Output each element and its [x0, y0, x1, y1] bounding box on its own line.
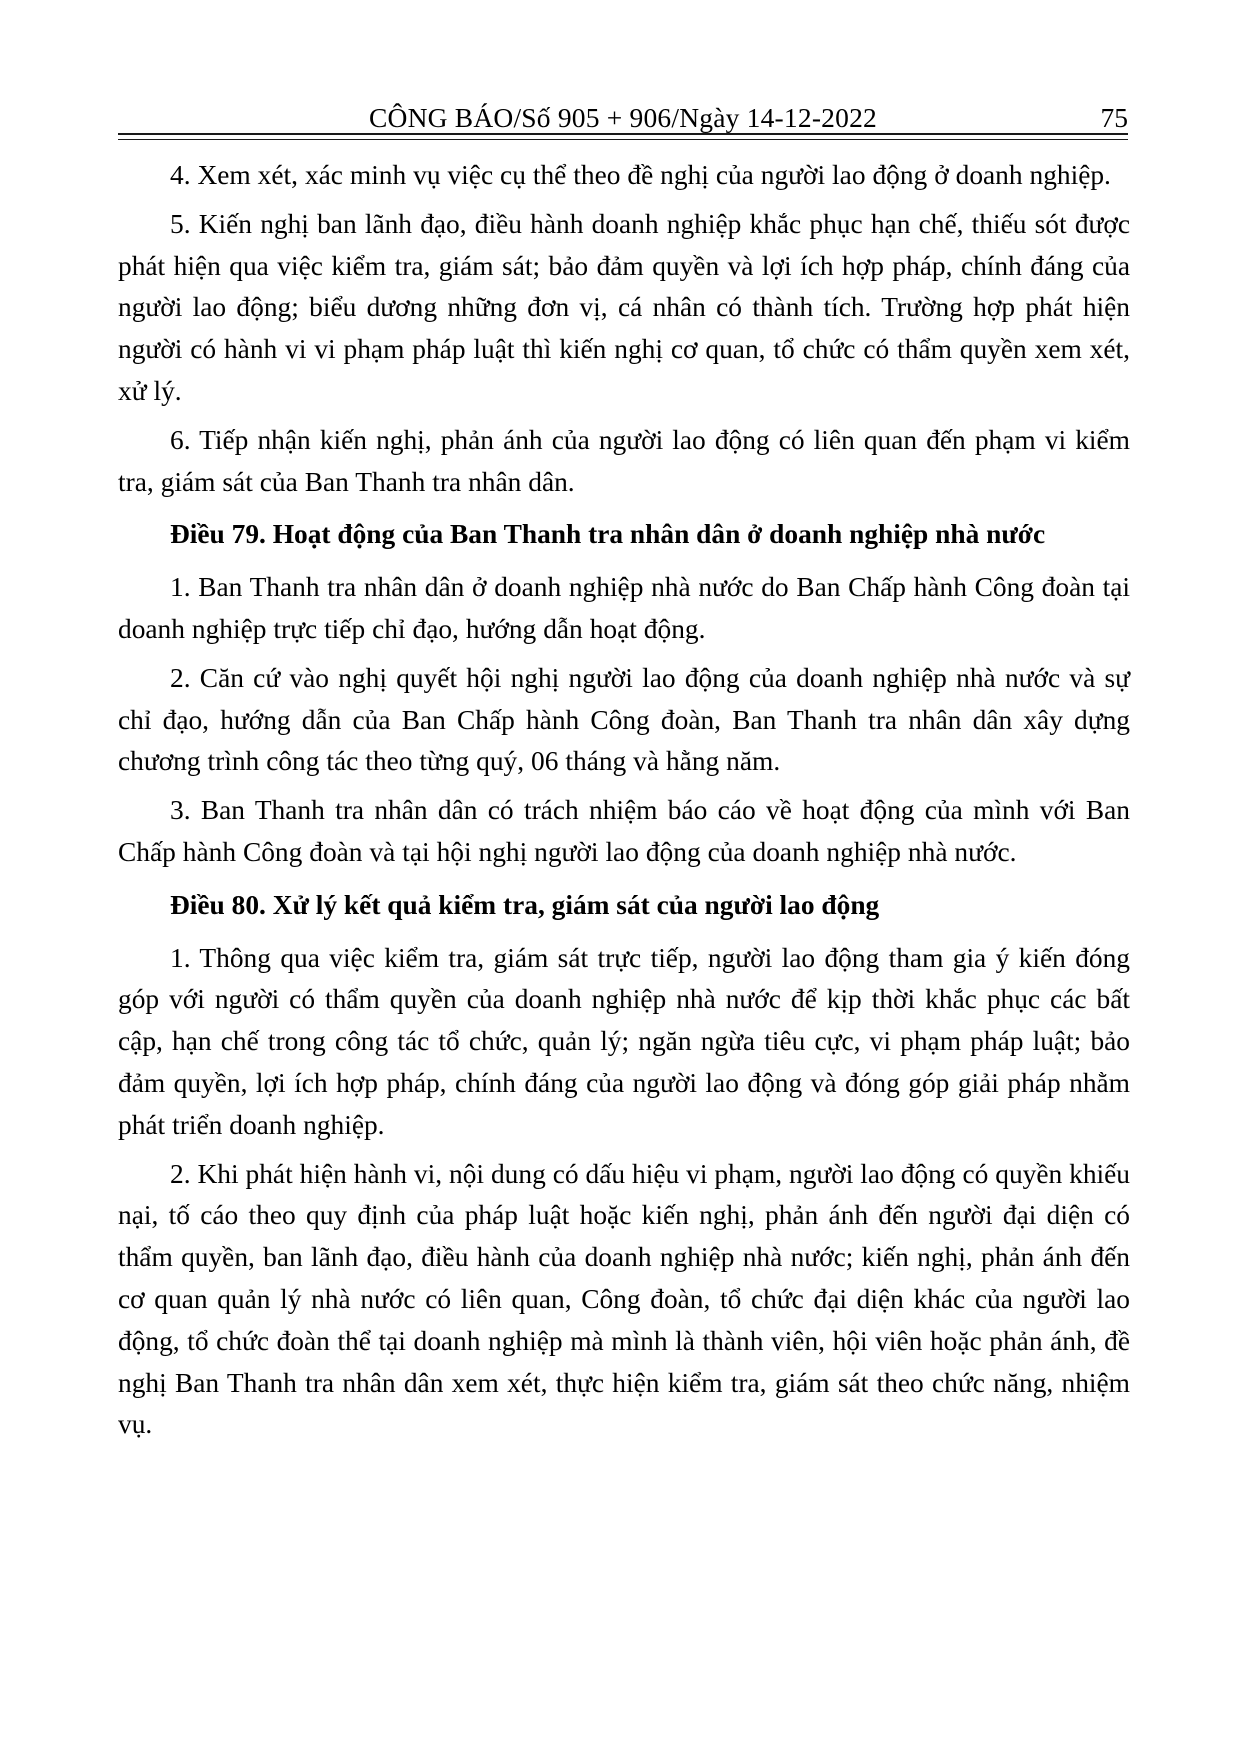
header-title: CÔNG BÁO/Số 905 + 906/Ngày 14-12-2022 [369, 102, 877, 133]
dieu80-para-2: 2. Khi phát hiện hành vi, nội dung có dấu hiệu vi phạm, người lao động có quyền khiếu nại, tố cáo theo quy định của pháp luật hoặc kiến nghị, phản ánh đến người đại diện có thẩm quyền, ban lãnh đạo, điều hành của doanh nghiệp nhà nước; kiến nghị, phản ánh đến cơ quan quản lý nhà nước có liên quan, Công đoàn, tổ chức đại diện khác của người lao động, tổ chức đoàn thể tại doanh nghiệp mà mình là thành viên, hội viên hoặc phản ánh, đề nghị Ban Thanh tra nhân dân xem xét, thực hiện kiểm tra, giám sát theo chức năng, nhiệm vụ. [118, 1158, 1130, 1440]
paragraph-spacer [118, 874, 1130, 885]
paragraph-spacer [118, 197, 1130, 204]
paragraph-spacer [118, 503, 1130, 514]
para-4: 4. Xem xét, xác minh vụ việc cụ thể theo đề nghị của người lao động ở doanh nghiệp. [170, 160, 1111, 190]
paragraph-spacer [118, 927, 1130, 938]
paragraph-spacer [118, 1147, 1130, 1154]
paragraph-spacer [118, 1446, 1130, 1453]
document-body [118, 155, 1130, 1453]
paragraph-spacer [118, 556, 1130, 567]
paragraph-spacer [118, 413, 1130, 420]
para-6: 6. Tiếp nhận kiến nghị, phản ánh của người lao động có liên quan đến phạm vi kiểm tra, giám sát của Ban Thanh tra nhân dân. [118, 424, 1130, 497]
dieu79-para-1: 1. Ban Thanh tra nhân dân ở doanh nghiệp nhà nước do Ban Chấp hành Công đoàn tại doanh nghiệp trực tiếp chỉ đạo, hướng dẫn hoạt động. [118, 572, 1130, 644]
paragraph-spacer [118, 651, 1130, 658]
para-5: 5. Kiến nghị ban lãnh đạo, điều hành doanh nghiệp khắc phục hạn chế, thiếu sót được phát hiện qua việc kiểm tra, giám sát; bảo đảm quyền và lợi ích hợp pháp, chính đáng của người lao động; biểu dương những đơn vị, cá nhân có thành tích. Trường hợp phát hiện người có hành vi vi phạm pháp luật thì kiến nghị cơ quan, tổ chức có thẩm quyền xem xét, xử lý. [118, 208, 1130, 406]
header-divider-thin [118, 139, 1128, 140]
header-divider-thick [118, 133, 1128, 135]
heading-dieu-80: Điều 80. Xử lý kết quả kiểm tra, giám sát của người lao động [170, 889, 880, 920]
dieu79-para-2: 2. Căn cứ vào nghị quyết hội nghị người lao động của doanh nghiệp nhà nước và sự chỉ đạo, hướng dẫn của Ban Chấp hành Công đoàn, Ban Thanh tra nhân dân xây dựng chương trình công tác theo từng quý, 06 tháng và hằng năm. [118, 662, 1130, 777]
dieu79-para-3: 3. Ban Thanh tra nhân dân có trách nhiệm báo cáo về hoạt động của mình với Ban Chấp hành Công đoàn và tại hội nghị người lao động của doanh nghiệp nhà nước. [118, 795, 1130, 867]
page-header [118, 88, 1128, 134]
page-number: 75 [1100, 102, 1128, 133]
heading-dieu-79: Điều 79. Hoạt động của Ban Thanh tra nhân dân ở doanh nghiệp nhà nước [170, 519, 1046, 550]
paragraph-spacer [118, 783, 1130, 790]
dieu80-para-1: 1. Thông qua việc kiểm tra, giám sát trực tiếp, người lao động tham gia ý kiến đóng góp với người có thẩm quyền của doanh nghiệp nhà nước để kịp thời khắc phục các bất cập, hạn chế trong công tác tổ chức, quản lý; ngăn ngừa tiêu cực, vi phạm pháp luật; bảo đảm quyền, lợi ích hợp pháp, chính đáng của người lao động và đóng góp giải pháp nhằm phát triển doanh nghiệp. [118, 942, 1130, 1140]
